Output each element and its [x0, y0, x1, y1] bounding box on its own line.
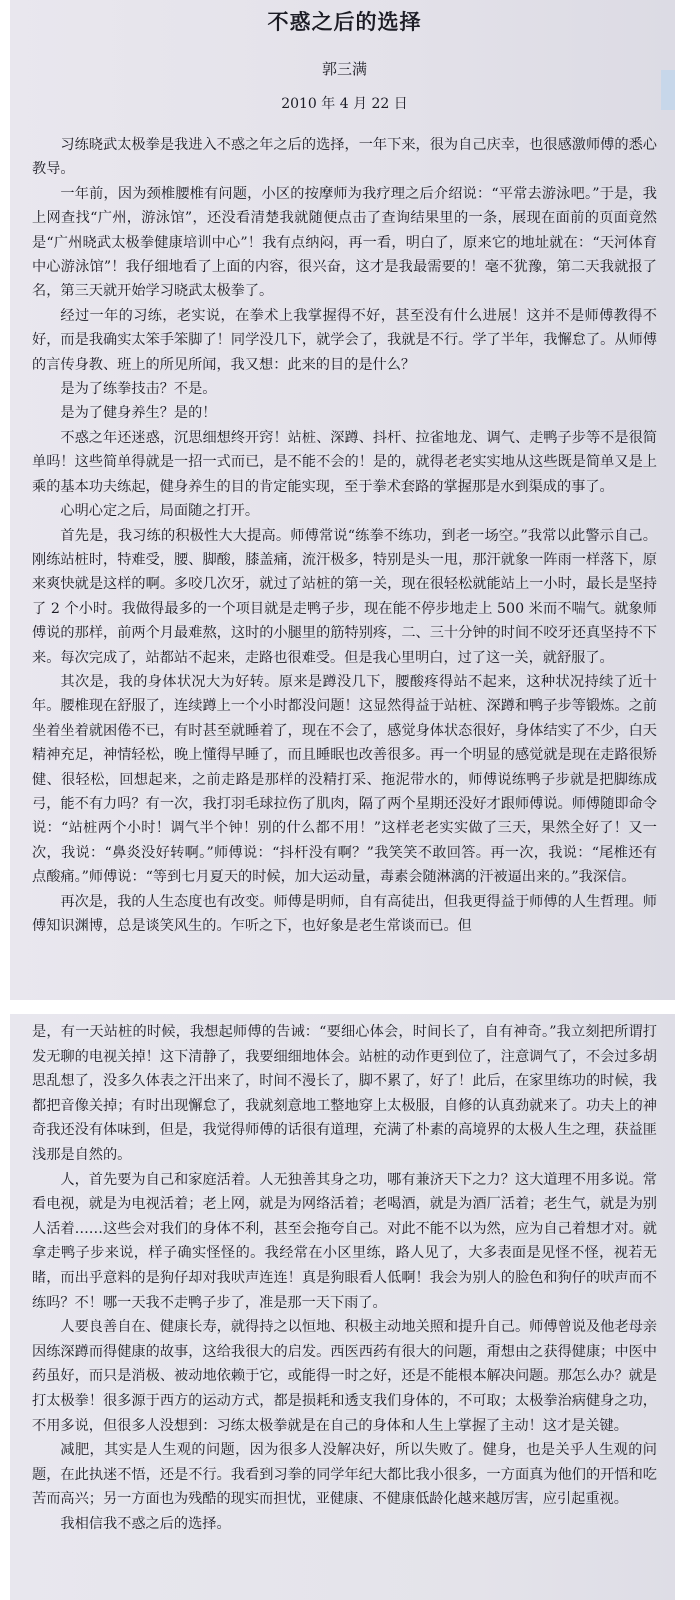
paragraph-13: 减肥，其实是人生观的问题，因为很多人没解决好，所以失败了。健身，也是关乎人生观的问题，在此执迷不悟，还是不行。我看到习拳的同学年纪大都比我小很多，一方面真为他们的开悟和吃苦而高兴；另一方面也为残酷的现实而担忧，亚健康、不健康低龄化越来越厉害，应引起重视。: [32, 1442, 657, 1508]
paragraph-7: 心明心定之后，局面随之打开。: [60, 503, 260, 520]
paragraph-2: 一年前，因为颈椎腰椎有问题，小区的按摩师为我疗理之后介绍说：“平常去游泳吧。”于是，我上网查找“广州，游泳馆”，还没看清楚我就随便点击了查询结果里的一条，展现在面前的页面竟然是“广州晓武太极拳健康培训中心”！我有点纳闷，再一看，明白了，原来它的地址就在：“天河体育中心游泳馆”！我仔细地看了上面的内容，很兴奋，这才是我最需要的！毫不犹豫，第二天我就报了名，第三天就开始学习晓武太极拳了。: [32, 185, 657, 300]
paragraph-11: 人，首先要为自己和家庭活着。人无独善其身之功，哪有兼济天下之力？这大道理不用多说。常看电视，就是为电视活着；老上网，就是为网络活着；老喝酒，就是为酒厂活着；老生气，就是为别人活着……这些会对我们的身体不利，甚至会拖夸自己。对此不能不以为然，应为自己着想才对。就拿走鸭子步来说，样子确实怪怪的。我经常在小区里练，路人见了，大多表面是见怪不怪，视若无睹，而出乎意料的是狗仔却对我吠声连连！真是狗眼看人低啊！我会为别人的脸色和狗仔的吠声而不练吗？不！哪一天我不走鸭子步了，准是那一天下雨了。: [32, 1171, 657, 1311]
scanned-sheet-upper: [10, 0, 675, 1000]
article-date: 2010 年 4 月 22 日: [281, 96, 408, 112]
paragraph-10-continued: 是，有一天站桩的时候，我想起师傅的告诫：“要细心体会，时间长了，自有神奇。”我立刻把所谓打发无聊的电视关掉！这下清静了，我要细细地体会。站桩的动作更到位了，注意调气了，不会过多胡思乱想了，没多久体表之汗出来了，时间不漫长了，脚不累了，好了！此后，在家里练功的时候，我都把音像关掉；有时出现懈怠了，我就刻意地工整地穿上太极服，自修的认真劲就来了。功夫上的神奇我还没有体味到，但是，我觉得师傅的话很有道理，充满了朴素的高境界的太极人生之理，获益匪浅那是自然的。: [32, 1024, 657, 1163]
paragraph-1: 习练晓武太极拳是我进入不惑之年之后的选择，一年下来，很为自己庆幸，也很感激师傅的悉心教导。: [32, 137, 657, 178]
paragraph-8: 首先是，我习练的积极性大大提高。师傅常说“练拳不练功，到老一场空。”我常以此警示自己。刚练站桩时，特难受，腰、脚酸，膝盖痛，流汗极多，特别是头一甩，那汗就象一阵雨一样落下，原来爽快就是这样的啊。多咬几次牙，就过了站桩的第一关，现在很轻松就能站上一小时，最长是坚持了 2 个小时。我做得最多的一个项目就是走鸭子步，现在能不停步地走上 500 米而不喘气。就象师傅说的那样，前两个月最难熬，这时的小腿里的筋特别疼，二、三十分钟的时间不咬牙还真坚持不下来。每次完成了，站都站不起来，走路也很难受。但是我心里明白，过了这一关，就舒服了。: [32, 527, 657, 666]
paragraph-4: 是为了练拳技击？不是。: [60, 381, 217, 398]
paragraph-5: 是为了健身养生？是的！: [60, 405, 217, 422]
paragraph-12: 人要良善自在、健康长寿，就得持之以恒地、积极主动地关照和提升自己。师傅曾说及他老母亲因练深蹲而得健康的故事，这给我很大的启发。西医西药有很大的问题，甭想由之获得健康；中医中药虽好，而只是消极、被动地依赖于它，或能得一时之好，还是不能根本解决问题。那怎么办？就是打太极拳！很多源于西方的运动方式，都是损耗和透支我们身体的，不可取；太极拳治病健身之功，不用多说，但很多人没想到：习练太极拳就是在自己的身体和人生上掌握了主动！这才是关键。: [32, 1319, 657, 1434]
scanned-sheet-lower: [10, 1014, 675, 1600]
paragraph-3: 经过一年的习练，老实说，在拳术上我掌握得不好，甚至没有什么进展！这并不是师傅教得不好，而是我确实太笨手笨脚了！同学没几下，就学会了，我就是不行。学了半年，我懈怠了。从师傅的言传身教、班上的所见所闻，我又想：此来的目的是什么？: [32, 307, 657, 373]
paragraph-10: 再次是，我的人生态度也有改变。师傅是明师，自有高徒出，但我更得益于师傅的人生哲理。师傅知识渊博，总是谈笑风生的。乍听之下，也好象是老生常谈而已。但: [32, 893, 657, 934]
paragraph-14: 我相信我不惑之后的选择。: [60, 1515, 231, 1532]
paragraph-6: 不惑之年还迷惑，沉思细想终开窍！站桩、深蹲、抖杆、拉雀地龙、调气、走鸭子步等不是很简单吗！这些简单得就是一招一式而已，是不能不会的！是的，就得老老实实地从这些既是简单又是上乘的基本功夫练起，健身养生的目的肯定能实现，至于拳术套路的掌握那是水到渠成的事了。: [32, 429, 657, 495]
article-author: 郭三满: [321, 60, 367, 78]
article-title: 不惑之后的选择: [267, 9, 422, 34]
paragraph-9: 其次是，我的身体状况大为好转。原来是蹲没几下，腰酸疼得站不起来，这种状况持续了近十年。腰椎现在舒服了，连续蹲上一个小时都没问题！这显然得益于站桩、深蹲和鸭子步等锻炼。之前坐着坐着就困倦不已，有时甚至就睡着了，现在不会了，感觉身体状态很好，身体结实了不少，白天精神充足，神情轻松，晚上懂得早睡了，而且睡眠也改善很多。再一个明显的感觉就是现在走路很矫健、很轻松，回想起来，之前走路是那样的没精打采、拖泥带水的，师傅说练鸭子步就是把脚练成弓，能不有力吗？有一次，我打羽毛球拉伤了肌肉，隔了两个星期还没好才跟师傅说。师傅随即命令说：“站桩两个小时！调气半个钟！别的什么都不用！”这样老老实实做了三天，果然全好了！又一次，我说：“鼻炎没好转啊。”师傅说：“抖杆没有啊？”我笑笑不敢回答。再一次，我说：“尾椎还有点酸痛。”师傅说：“等到七月夏天的时候，加大运动量，毒素会随淋漓的汗被逼出来的。”我深信。: [32, 673, 657, 886]
